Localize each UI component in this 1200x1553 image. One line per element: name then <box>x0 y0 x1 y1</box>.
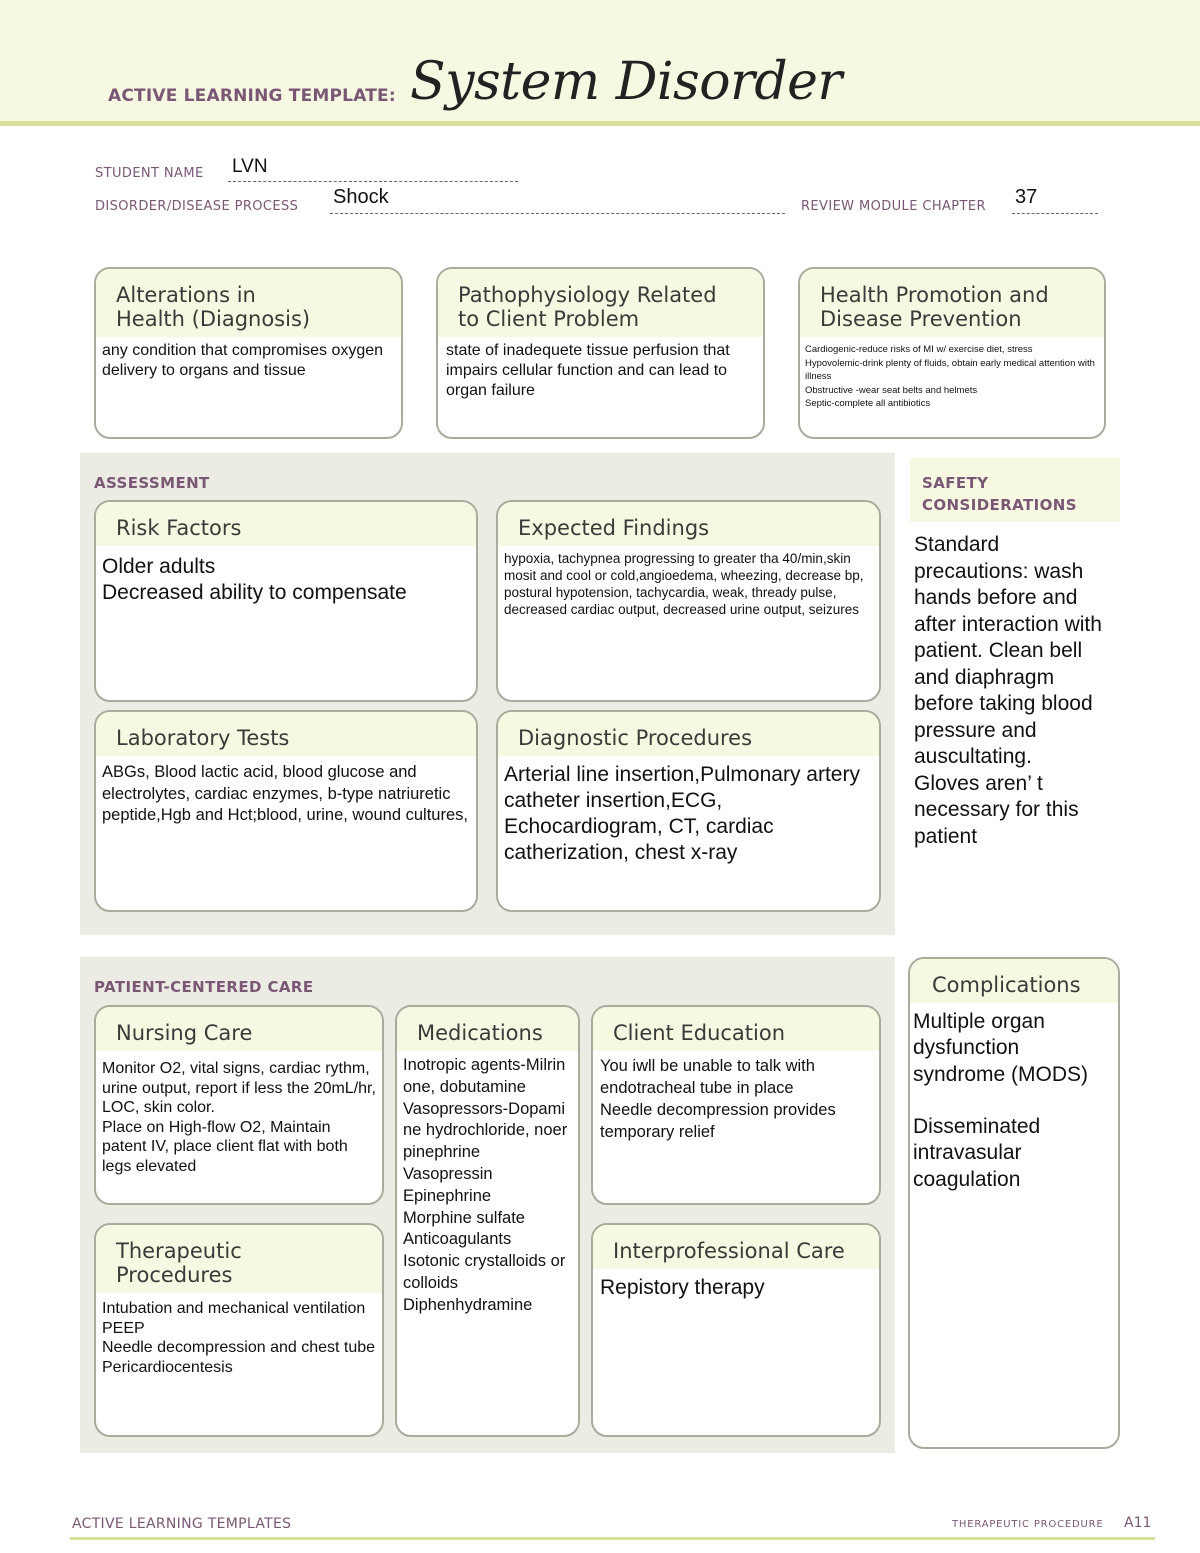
therapeutic-procedures-box <box>94 1223 384 1437</box>
expected-findings-title: Expected Findings <box>498 502 879 546</box>
page-number: A11 <box>1124 1515 1152 1531</box>
health-promotion-title: Health Promotion and Disease Prevention <box>800 269 1104 337</box>
template-label: ACTIVE LEARNING TEMPLATE: <box>108 86 396 106</box>
interprofessional-care-body[interactable]: Repistory therapy <box>600 1276 765 1299</box>
assessment-title: ASSESSMENT <box>94 474 210 492</box>
footer-right: THERAPEUTIC PROCEDURE <box>952 1519 1104 1530</box>
template-title: System Disorder <box>410 52 842 112</box>
laboratory-tests-title: Laboratory Tests <box>96 712 476 756</box>
client-education-title: Client Education <box>593 1007 879 1051</box>
alterations-box <box>94 267 403 439</box>
chapter-line <box>1012 213 1098 214</box>
health-promotion-body[interactable]: Cardiogenic-reduce risks of MI w/ exercise diet, stress Hypovolemic-drink plenty of fluids, obtain early medical attention with illness Obstructive -wear seat belts and helmets Septic-complete all antibiotics <box>805 344 1095 409</box>
diagnostic-procedures-box <box>496 710 881 912</box>
complications-title: Complications <box>910 959 1118 1003</box>
risk-factors-box <box>94 500 478 702</box>
student-name-label: STUDENT NAME <box>95 166 204 181</box>
nursing-care-body[interactable]: Monitor O2, vital signs, cardiac rythm, urine output, report if less the 20mL/hr, LOC, skin color. Place on High-flow O2, Maintain patent IV, place client flat with both legs elevated <box>102 1060 376 1175</box>
pathophysiology-body[interactable]: state of inadequete tissue perfusion that impairs cellular function and can lead to organ failure <box>446 342 730 399</box>
risk-factors-title: Risk Factors <box>96 502 476 546</box>
pathophysiology-box <box>436 267 765 439</box>
expected-findings-box <box>496 500 881 702</box>
diagnostic-procedures-title: Diagnostic Procedures <box>498 712 879 756</box>
safety-title: SAFETY CONSIDERATIONS <box>910 458 1120 522</box>
nursing-care-box <box>94 1005 384 1205</box>
interprofessional-care-box <box>591 1223 881 1437</box>
student-name-line <box>228 181 518 182</box>
therapeutic-procedures-title: Therapeutic Procedures <box>96 1225 382 1293</box>
safety-body[interactable]: Standard precautions: wash hands before and after interaction with patient. Clean bell and diaphragm before taking blood pressure and auscultating. Gloves aren’ t necessary for this patient <box>914 533 1102 848</box>
medications-box <box>395 1005 580 1437</box>
disorder-line <box>330 213 785 214</box>
therapeutic-procedures-body[interactable]: Intubation and mechanical ventilation PEEP Needle decompression and chest tube Pericardiocentesis <box>102 1300 376 1376</box>
patient-centered-care-title: PATIENT-CENTERED CARE <box>94 978 314 996</box>
alterations-title: Alterations in Health (Diagnosis) <box>96 269 401 337</box>
pathophysiology-title: Pathophysiology Related to Client Problem <box>438 269 763 337</box>
header-divider <box>0 121 1200 126</box>
medications-body[interactable]: Inotropic agents-Milrinone, dobutamine Vasopressors-Dopamine hydrochloride, noerpinephrine Vasopressin Epinephrine Morphine sulfate Anticoagulants Isotonic crystalloids or colloids Diphenhydramine <box>403 1056 568 1314</box>
laboratory-tests-box <box>94 710 478 912</box>
client-education-box <box>591 1005 881 1205</box>
interprofessional-care-title: Interprofessional Care <box>593 1225 879 1269</box>
expected-findings-body[interactable]: hypoxia, tachypnea progressing to greater tha 40/min,skin mosit and cool or cold,angioedema, wheezing, decrease bp, postural hypotension, tachycardia, weak, thready pulse, decreased cardiac output, decreased urine output, seizures <box>504 551 864 617</box>
laboratory-tests-body[interactable]: ABGs, Blood lactic acid, blood glucose and electrolytes, cardiac enzymes, b-type natriuretic peptide,Hgb and Hct;blood, urine, wound cultures, <box>102 763 468 824</box>
student-name-field[interactable]: LVN <box>232 156 268 177</box>
footer-left: ACTIVE LEARNING TEMPLATES <box>72 1516 292 1532</box>
complications-box <box>908 957 1120 1449</box>
disorder-label: DISORDER/DISEASE PROCESS <box>95 199 299 214</box>
medications-title: Medications <box>397 1007 578 1051</box>
nursing-care-title: Nursing Care <box>96 1007 382 1051</box>
alterations-body[interactable]: any condition that compromises oxygen delivery to organs and tissue <box>102 342 384 379</box>
chapter-field[interactable]: 37 <box>1015 186 1038 208</box>
chapter-label: REVIEW MODULE CHAPTER <box>801 199 986 214</box>
complications-body[interactable]: Multiple organ dysfunction syndrome (MODS) Disseminated intravasular coagulation <box>913 1010 1089 1191</box>
risk-factors-body[interactable]: Older adults Decreased ability to compensate <box>102 555 407 604</box>
footer-divider <box>70 1537 1155 1540</box>
diagnostic-procedures-body[interactable]: Arterial line insertion,Pulmonary artery catheter insertion,ECG, Echocardiogram, CT, cardiac catherization, chest x-ray <box>504 763 860 864</box>
disorder-field[interactable]: Shock <box>333 186 389 208</box>
client-education-body[interactable]: You iwll be unable to talk with endotracheal tube in place Needle decompression provides temporary relief <box>600 1057 836 1141</box>
health-promotion-box <box>798 267 1106 439</box>
